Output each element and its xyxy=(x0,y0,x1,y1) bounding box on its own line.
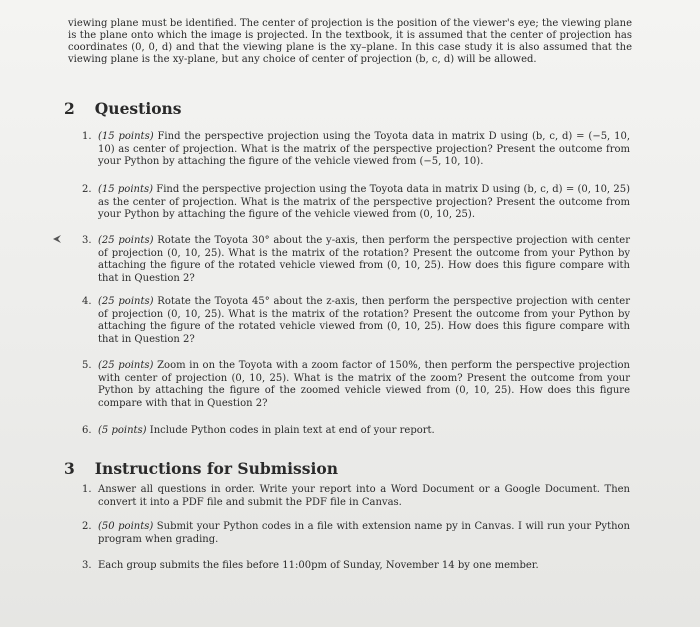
item-text xyxy=(98,521,630,546)
section-number: 2 xyxy=(64,99,75,118)
item-number: 2. xyxy=(82,184,92,195)
intro-paragraph: viewing plane must be identified. The center of projection is the position of the viewer's eye; the viewing plane is the plane onto which the image is projected. In the textbook, it is assumed that the center of projection has coordinates (0, 0, d) and that the viewing plane is the xy–plane. In this case study it is also assumed that the viewing plane is the xy-plane, but any choice of center of projection (b, c, d) will be allowed. xyxy=(68,18,632,65)
item-body: Rotate the Toyota 45° about the z-axis, then perform the perspective projection with center of projection (0, 10, 25). What is the matrix of the rotation? Present the outcome from your Python by attaching the figure of the rotated vehicle viewed from (0, 10, 25). How does this figure compare with that in Question 2? xyxy=(98,296,631,345)
item-points: (25 points) xyxy=(98,296,154,307)
section-title: Instructions for Submission xyxy=(94,459,338,478)
item-body: Rotate the Toyota 30° about the y-axis, then perform the perspective projection with center of projection (0, 10, 25). What is the matrix of the rotation? Present the outcome from your Python by attaching the figure of the rotated vehicle viewed from (0, 10, 25). How does this figure compare with that in Question 2? xyxy=(98,235,630,284)
item-body: Zoom in on the Toyota with a zoom factor of 150%, then perform the perspective projection with center of projection (0, 10, 25). What is the matrix of the zoom? Present the outcome from your Python by attaching the figure of the zoomed vehicle viewed from (0, 10, 25). How does this figure compare with that in Question 2? xyxy=(98,360,630,409)
item-points: (5 points) xyxy=(98,425,147,436)
question-item-1 xyxy=(82,131,630,169)
item-number: 6. xyxy=(82,425,92,436)
section-heading-submission xyxy=(64,459,338,478)
item-number: 3. xyxy=(82,560,92,571)
item-text xyxy=(98,131,630,169)
item-points: (50 points) xyxy=(98,521,154,532)
item-number: 1. xyxy=(82,131,92,142)
item-body: Submit your Python codes in a file with extension name py in Canvas. I will run your Python program when grading. xyxy=(98,521,630,545)
item-number: 4. xyxy=(82,296,92,307)
item-points: (15 points) xyxy=(98,131,154,142)
item-body: Find the perspective projection using the Toyota data in matrix D using (b, c, d) = (−5, 10, 10) as center of projection. What is the matrix of the perspective projection? Present the outcome from your Python by attaching the figure of the vehicle viewed from (−5, 10, 10). xyxy=(98,131,631,167)
item-body: Each group submits the files before 11:00pm of Sunday, November 14 by one member. xyxy=(98,560,539,571)
question-item-6 xyxy=(82,425,630,438)
item-text xyxy=(98,360,630,410)
item-points: (15 points) xyxy=(98,184,154,195)
item-points: (25 points) xyxy=(98,360,154,371)
item-text xyxy=(98,560,630,573)
question-item-2 xyxy=(82,184,630,222)
item-text xyxy=(98,425,630,438)
item-number: 5. xyxy=(82,360,92,371)
item-number: 2. xyxy=(82,521,92,532)
question-item-4 xyxy=(82,296,630,346)
item-body: Answer all questions in order. Write your report into a Word Document or a Google Document. Then convert it into a PDF file and submit the PDF file in Canvas. xyxy=(98,484,630,508)
section-title: Questions xyxy=(94,99,182,118)
mouse-pointer-icon xyxy=(52,234,62,244)
item-points: (25 points) xyxy=(98,235,154,246)
instruction-item-2 xyxy=(82,521,630,546)
item-body: Include Python codes in plain text at end of your report. xyxy=(146,425,435,436)
item-body: Find the perspective projection using the Toyota data in matrix D using (b, c, d) = (0, 10, 25) as the center of projection. What is the matrix of the perspective projection? Present the outcome from your Python by attaching the figure of the vehicle viewed from (0, 10, 25). xyxy=(98,184,630,220)
question-item-5 xyxy=(82,360,630,410)
instruction-item-1 xyxy=(82,484,630,509)
item-text xyxy=(98,296,630,346)
instruction-item-3 xyxy=(82,560,630,573)
question-item-3 xyxy=(82,235,630,285)
item-text xyxy=(98,484,630,509)
section-number: 3 xyxy=(64,459,75,478)
item-text xyxy=(98,184,630,222)
item-number: 3. xyxy=(82,235,92,246)
item-number: 1. xyxy=(82,484,92,495)
section-heading-questions xyxy=(64,99,182,118)
item-text xyxy=(98,235,630,285)
